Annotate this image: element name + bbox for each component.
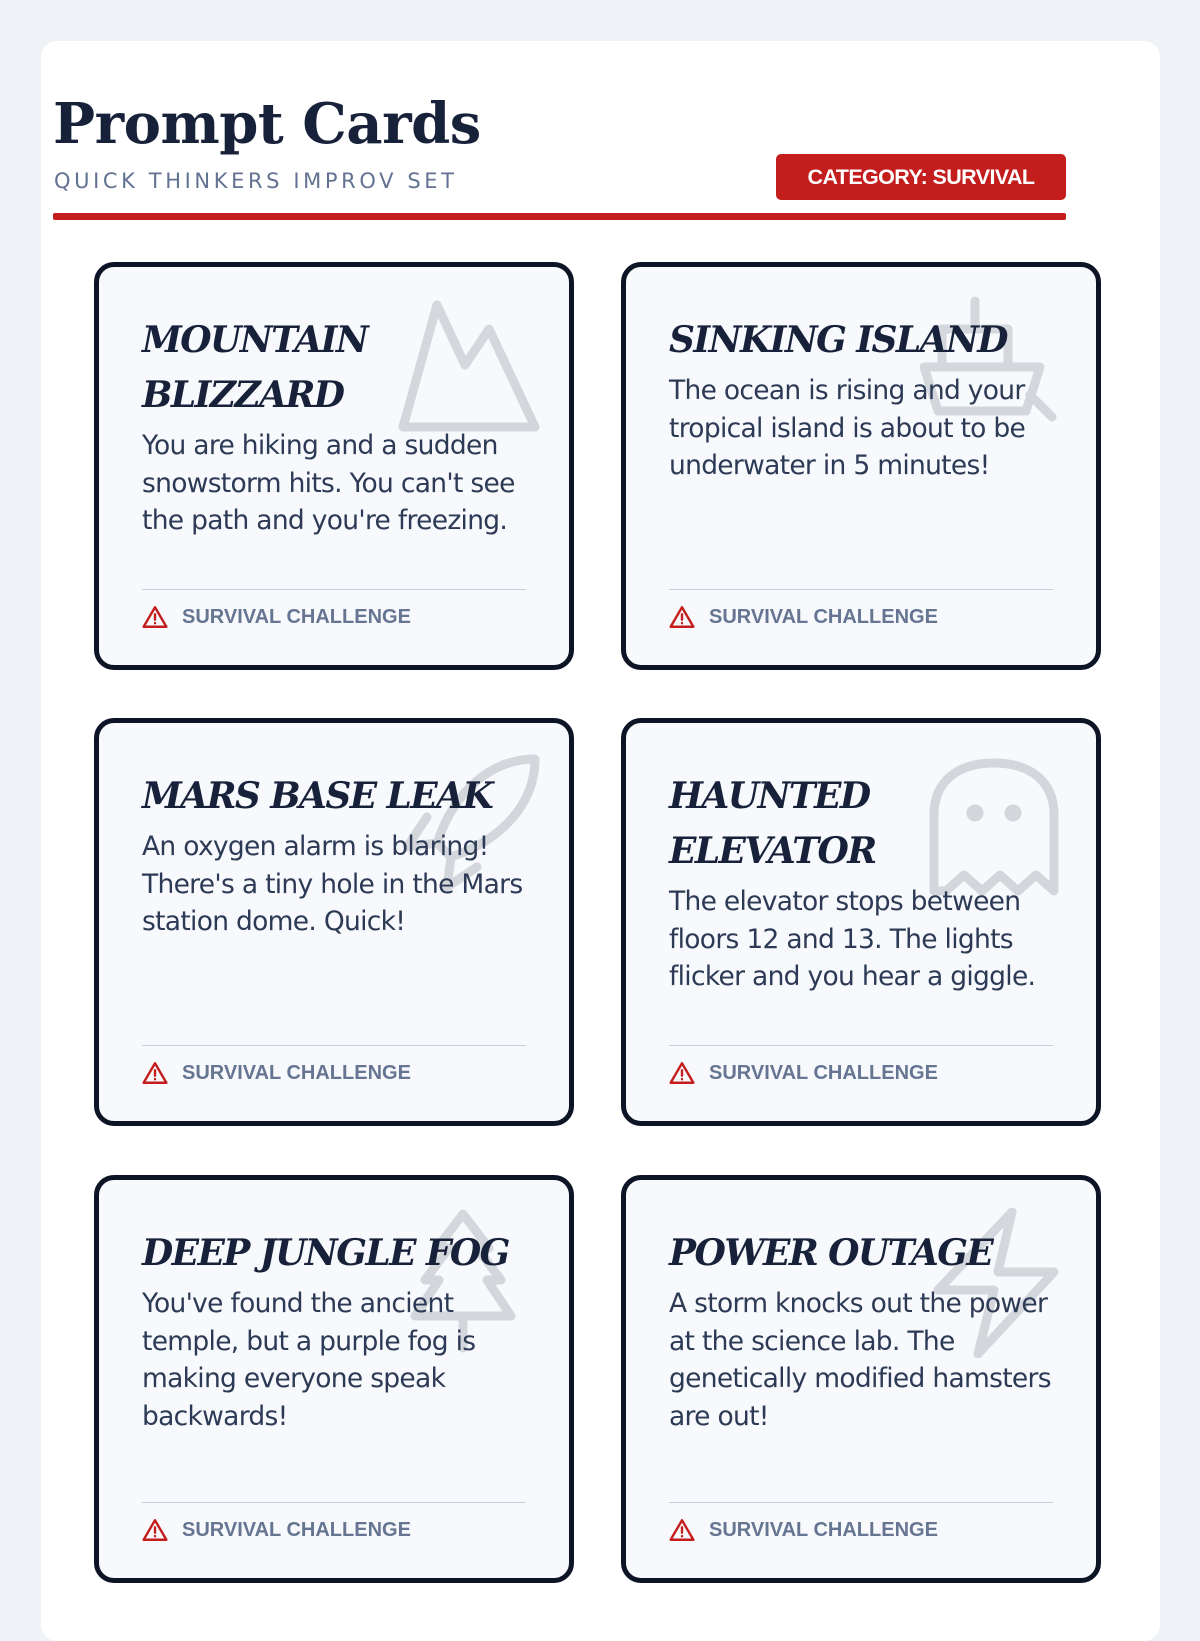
card-title: HAUNTED ELEVATOR (669, 775, 876, 872)
page-subtitle: QUICK THINKERS IMPROV SET (54, 169, 458, 193)
card-footer-label: SURVIVAL CHALLENGE (709, 1061, 938, 1084)
card-title: MARS BASE LEAK (142, 775, 493, 817)
category-badge: CATEGORY: SURVIVAL (776, 154, 1066, 200)
card-footer (669, 589, 1053, 630)
card-title: POWER OUTAGE (669, 1232, 993, 1274)
warning-icon (669, 604, 695, 630)
card-footer-label: SURVIVAL CHALLENGE (182, 1061, 411, 1084)
prompt-card-deep-jungle-fog[interactable] (94, 1175, 574, 1583)
card-description: You've found the ancient temple, but a purple fog is making everyone speak backwards! (142, 1288, 476, 1432)
warning-icon (142, 1517, 168, 1543)
card-footer (142, 1045, 526, 1086)
prompt-card-mars-base-leak[interactable] (94, 718, 574, 1126)
card-footer-label: SURVIVAL CHALLENGE (182, 1518, 411, 1541)
warning-icon (669, 1517, 695, 1543)
card-description: The ocean is rising and your tropical island is about to be underwater in 5 minutes! (669, 375, 1026, 481)
card-description: You are hiking and a sudden snowstorm hits. You can't see the path and you're freezing. (142, 430, 515, 536)
card-description: An oxygen alarm is blaring! There's a tiny hole in the Mars station dome. Quick! (142, 831, 523, 937)
warning-icon (142, 604, 168, 630)
card-footer (142, 1502, 526, 1543)
card-footer (142, 589, 526, 630)
warning-icon (669, 1060, 695, 1086)
card-title: SINKING ISLAND (669, 319, 1007, 361)
card-footer-label: SURVIVAL CHALLENGE (182, 605, 411, 628)
prompt-card-haunted-elevator[interactable] (621, 718, 1101, 1126)
prompt-card-sinking-island[interactable] (621, 262, 1101, 670)
card-title: DEEP JUNGLE FOG (142, 1232, 509, 1274)
page-title: Prompt Cards (53, 91, 481, 157)
card-description: The elevator stops between floors 12 and 13. The lights flicker and you hear a giggle. (669, 886, 1036, 992)
card-footer-label: SURVIVAL CHALLENGE (709, 605, 938, 628)
warning-icon (142, 1060, 168, 1086)
prompt-card-mountain-blizzard[interactable] (94, 262, 574, 670)
card-footer (669, 1045, 1053, 1086)
prompt-card-power-outage[interactable] (621, 1175, 1101, 1583)
card-footer-label: SURVIVAL CHALLENGE (709, 1518, 938, 1541)
card-description: A storm knocks out the power at the science lab. The genetically modified hamsters are out! (669, 1288, 1051, 1432)
card-title: MOUNTAIN BLIZZARD (142, 319, 368, 416)
page-header (53, 56, 1066, 221)
card-footer (669, 1502, 1053, 1543)
header-divider (53, 213, 1066, 220)
